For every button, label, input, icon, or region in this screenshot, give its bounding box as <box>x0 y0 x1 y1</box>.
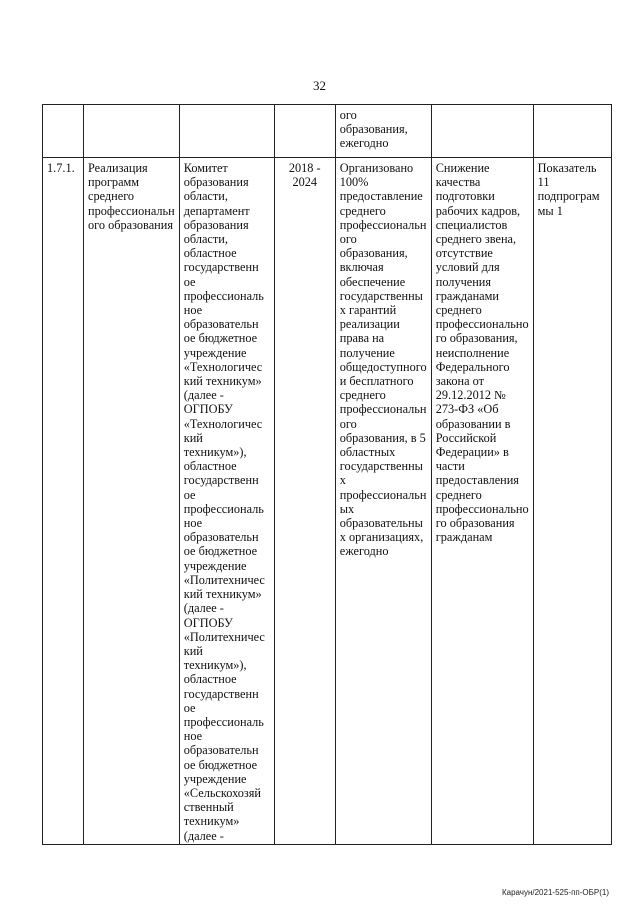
table-cell <box>274 105 335 158</box>
table-cell-result-continued: ого образования, ежегодно <box>335 105 431 158</box>
activity-indicator: Показатель 11 подпрограм мы 1 <box>533 158 611 845</box>
program-activities-table <box>42 104 612 845</box>
table-row-continuation <box>43 105 612 158</box>
activity-executor: Комитет образования области, департамент образования области, областное государственн ое профессиональ ное образовательн ое бюджетное учреждение «Технологичес кий техникум» (далее - ОГПОБУ «Технологичес кий техникум»), областное государственн ое профессиональ ное образовательн ое бюджетное учреждение «Политехничес кий техникум» (далее - ОГПОБУ «Политехничес кий техникум»), областное государственн ое профессиональ ное образовательн ое бюджетное учреждение «Сельскохозяй ственный техникум» (далее - <box>179 158 274 845</box>
table-cell <box>533 105 611 158</box>
activity-expected-result: Организовано 100% предоставление среднего профессиональн ого образования, включая обеспечение государственны х гарантий реализации права на получение общедоступного и бесплатного среднего профессиональн ого образования, в 5 областных государственны х профессиональн ых образовательны х организациях, ежегодно <box>335 158 431 845</box>
table-cell <box>179 105 274 158</box>
table-cell <box>84 105 180 158</box>
table-cell <box>431 105 533 158</box>
table-row-1-7-1 <box>43 158 612 845</box>
page-number: 32 <box>313 78 326 93</box>
table-cell <box>43 105 84 158</box>
activity-period: 2018 - 2024 <box>274 158 335 845</box>
activity-name: Реализация программ среднего профессиональн ого образования <box>84 158 180 845</box>
activity-consequences: Снижение качества подготовки рабочих кадров, специалистов среднего звена, отсутствие условий для получения гражданами среднего профессионально го образования, неисполнение Федерального закона от 29.12.2012 № 273-ФЗ «Об образовании в Российской Федерации» в части предоставления среднего профессионально го образования гражданам <box>431 158 533 845</box>
footer-stamp: Карачун/2021-525-пп-ОБР(1) <box>501 888 609 897</box>
activity-number: 1.7.1. <box>43 158 84 845</box>
